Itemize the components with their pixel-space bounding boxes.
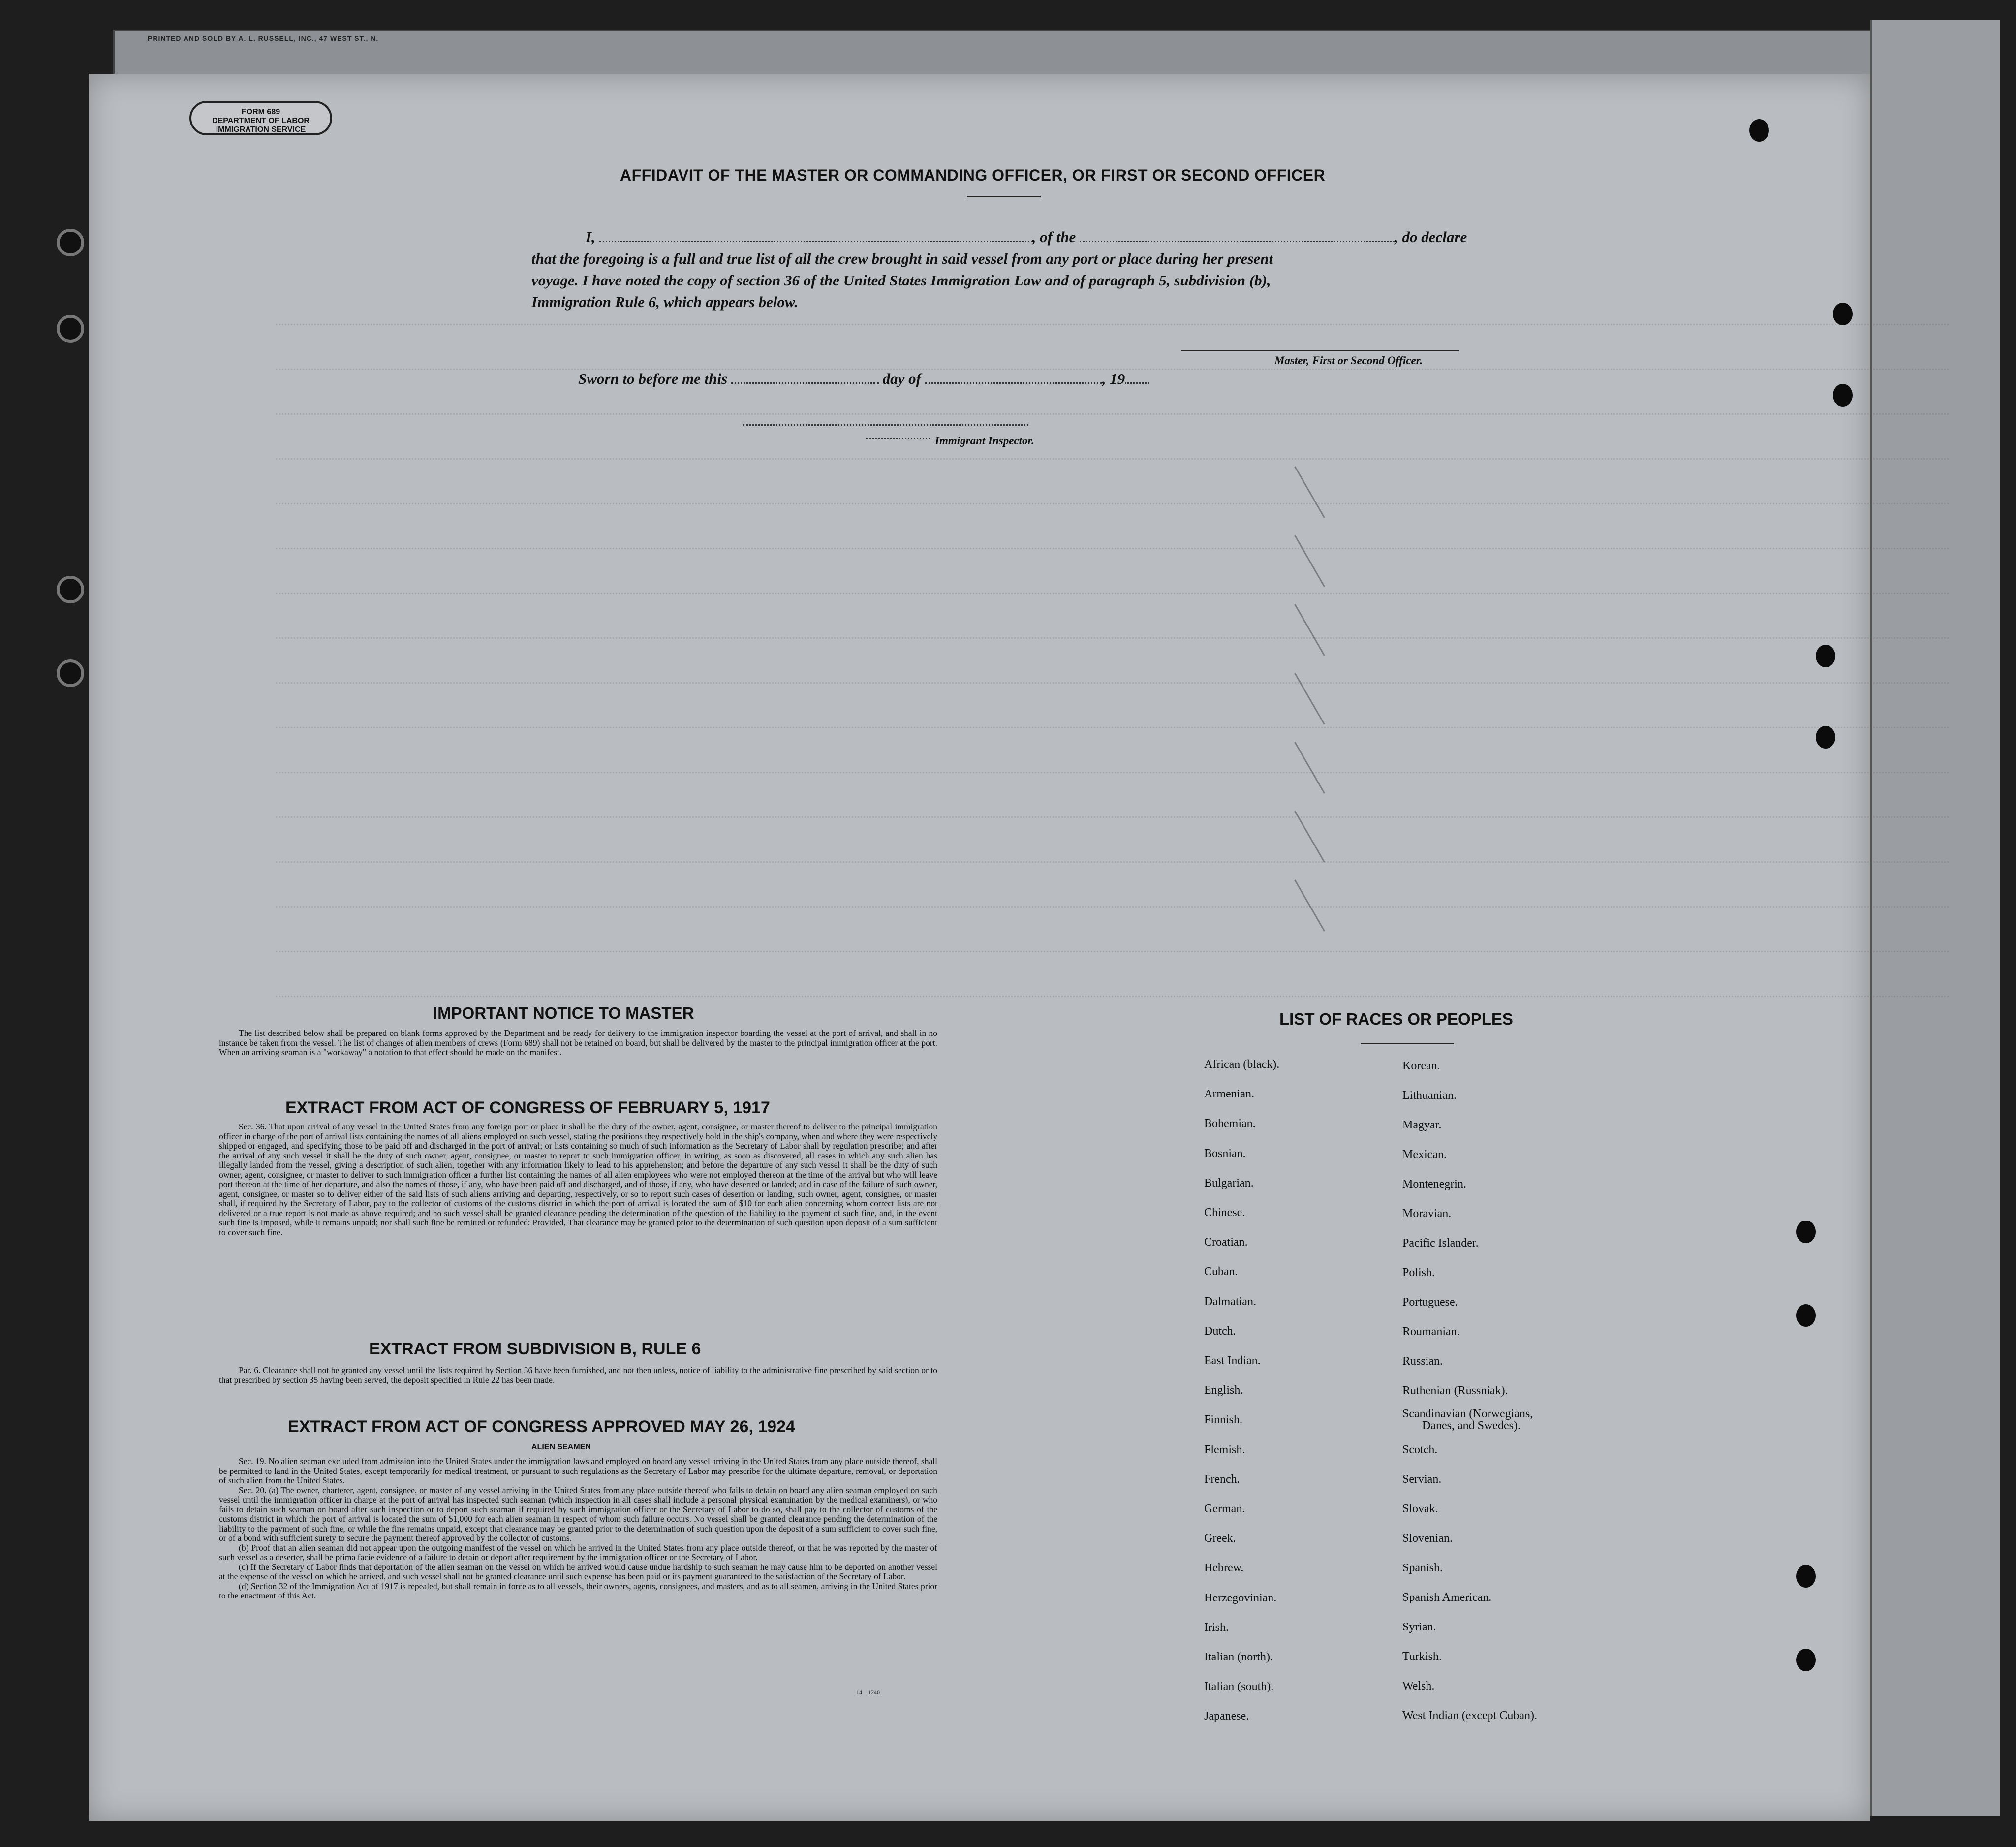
punch-hole <box>1796 1304 1816 1327</box>
race-item: Korean. <box>1402 1060 1440 1072</box>
race-item: Cuban. <box>1204 1265 1238 1279</box>
signature-label: Master, First or Second Officer. <box>1274 354 1423 367</box>
binder-hole <box>57 659 84 687</box>
extract-1917-title: EXTRACT FROM ACT OF CONGRESS OF FEBRUARY 5, 1917 <box>285 1098 770 1117</box>
inspector-signature-line[interactable] <box>743 424 1028 426</box>
i-label: I, <box>586 228 595 246</box>
race-item: Finnish. <box>1204 1413 1243 1427</box>
day-blank[interactable] <box>731 379 879 384</box>
race-item: Dutch. <box>1204 1324 1236 1338</box>
affidavit-line: that the foregoing is a full and true list of all the crew brought in said vessel from any port or place during her present <box>531 250 1273 267</box>
race-item: Bulgarian. <box>1204 1176 1254 1190</box>
race-item: Pacific Islander. <box>1402 1237 1479 1250</box>
day-of-label: day of <box>882 370 921 387</box>
race-item: Slovenian. <box>1402 1532 1453 1545</box>
race-item: Turkish. <box>1402 1650 1442 1663</box>
race-item: Danes, and Swedes). <box>1422 1419 1520 1432</box>
race-item: East Indian. <box>1204 1354 1261 1367</box>
race-item: Japanese. <box>1204 1710 1249 1723</box>
races-rule <box>1361 1043 1454 1044</box>
race-item: Moravian. <box>1402 1207 1452 1220</box>
race-item: Bohemian. <box>1204 1117 1256 1130</box>
race-item: Croatian. <box>1204 1236 1248 1249</box>
race-item: Greek. <box>1204 1532 1236 1545</box>
inspector-dots <box>866 438 930 439</box>
race-item: Chinese. <box>1204 1206 1245 1219</box>
inspector-label: Immigrant Inspector. <box>935 435 1034 447</box>
race-item: Spanish. <box>1402 1562 1443 1574</box>
department-stamp <box>189 101 332 135</box>
title-rule <box>967 196 1041 197</box>
binder-hole <box>57 315 84 343</box>
stamp-line: FORM 689 <box>241 108 280 116</box>
race-item: West Indian (except Cuban). <box>1402 1709 1537 1722</box>
extract-1917-text <box>219 1122 937 1237</box>
punch-hole <box>1833 384 1853 407</box>
race-item: German. <box>1204 1503 1245 1515</box>
sec20b-paragraph: (b) Proof that an alien seaman did not appear upon the outgoing manifest of the vessel on which he arrived in the United States from any place outside thereof, or that he was reported by the master of such vessel as a deserter, shall be prima facie evidence of a failure to detain or deport after requirement by the immigration officer or the Secretary of Labor. <box>219 1542 937 1562</box>
punch-hole <box>1796 1649 1816 1671</box>
notice-title: IMPORTANT NOTICE TO MASTER <box>433 1004 694 1022</box>
race-item: Dalmatian. <box>1204 1295 1256 1308</box>
sec20d-paragraph: (d) Section 32 of the Immigration Act of 1917 is repealed, but shall remain in force as to all vessels, their owners, agents, consignees, and masters, and as to all seamen, arriving in the United States prior to the enactment of this Act. <box>219 1581 937 1600</box>
signature-line[interactable] <box>1181 350 1459 351</box>
race-item: Spanish American. <box>1402 1591 1492 1604</box>
race-item: Lithuanian. <box>1402 1089 1457 1102</box>
race-item: Irish. <box>1204 1621 1229 1634</box>
sec19-paragraph: Sec. 19. No alien seaman excluded from admission into the United States under the immigration laws and employed on board any vessel arriving in the United States from any place outside thereof, shall be permitted to land in the United States, except temporarily for medical treatment, or pursuant to such regulations as the Secretary of Labor may prescribe for the ultimate departure, removal, or deportation of such alien from the United States. <box>219 1456 937 1485</box>
stamp-line: DEPARTMENT OF LABOR <box>212 117 310 125</box>
race-item: Scandinavian (Norwegians, <box>1402 1408 1533 1420</box>
binder-hole <box>57 229 84 256</box>
stamp-line: IMMIGRATION SERVICE <box>216 125 306 134</box>
notice-paragraph: The list described below shall be prepared on blank forms approved by the Department and be ready for delivery to the immigration inspector boarding the vessel at the port of arrival, and shall in no instance be taken from the vessel. The list of changes of alien members of crews (Form 689) shall not be retained on board, but shall be delivered by the master to the principal immigration officer at the port. When an arriving seaman is a "workaway" a notation to that effect should be made on the manifest. <box>219 1028 937 1057</box>
sec20a-paragraph: Sec. 20. (a) The owner, charterer, agent, consignee, or master of any vessel arriving in the United States from any place outside thereof who fails to detain on board any alien seaman employed on such vessel until the immigration officer in charge at the port of arrival has inspected such seaman (which inspection in all cases shall include a personal physical examination by the medical examiners), or who fails to detain such seaman on board after such inspection or to deport such seaman if required by such immigration officer or the Secretary of Labor to do so, shall pay to the collector of customs of the customs district in which the port of arrival is located the sum of $1,000 for each alien seaman in respect of whom such failure occurs. No vessel shall be granted clearance pending the determination of the liability to the payment of such fine, or while the fine remains unpaid, except that clearance may be granted prior to the determination of such question upon the deposit of a sum sufficient to cover such fine, or of a bond with sufficient surety to secure the payment thereof approved by the collector of customs. <box>219 1485 937 1543</box>
race-item: Magyar. <box>1402 1119 1442 1131</box>
do-declare-label: , do declare <box>1395 228 1467 246</box>
punch-hole <box>1816 645 1835 667</box>
race-item: Russian. <box>1402 1355 1443 1368</box>
race-item: Mexican. <box>1402 1148 1447 1161</box>
race-item: Polish. <box>1402 1266 1435 1279</box>
race-item: Italian (south). <box>1204 1680 1274 1693</box>
alien-seamen-subtitle: ALIEN SEAMEN <box>531 1443 591 1451</box>
race-item: Bosnian. <box>1204 1147 1246 1160</box>
race-item: Italian (north). <box>1204 1651 1273 1663</box>
par6-paragraph: Par. 6. Clearance shall not be granted any vessel until the lists required by Section 36 have been furnished, and not then unless, notice of liability to the administrative fine prescribed by said section or to that prescribed by section 35 having been served, the deposit specified in Rule 22 has been made. <box>219 1365 937 1385</box>
sec36-paragraph: Sec. 36. That upon arrival of any vessel in the United States from any foreign port or place it shall be the duty of the owner, agent, consignee, or master thereof to deliver to the principal immigration officer in charge of the port of arrival lists containing the names of all aliens employed on such vessel, stating the positions they respectively hold in the ship's company, when and where they were respectively shipped or engaged, and specifying those to be paid off and discharged in the port of arrival; or lists containing so much of such information as the Secretary of Labor shall by regulation prescribe; and after the arrival of any such vessel it shall be the duty of such owner, agent, consignee, or master to report to such immigration officer, in writing, as soon as discovered, all cases in which any such alien has illegally landed from the vessel, giving a description of such alien, together with any information likely to lead to his apprehension; and before the departure of any such vessel it shall be the duty of such owner, agent, consignee, or master to deliver to such immigration officer a further list containing the names of all alien employees who were not employed thereon at the time of the arrival but who will leave port thereon at the time of her departure, and also the names of those, if any, who have been paid off and discharged, and of those, if any, who have deserted or landed; and in case of the failure of such owner, agent, consignee, or master so to deliver either of the said lists of such aliens arriving and departing, respectively, or so to report such cases of desertion or landing, such owner, agent, consignee, or master shall, if required by the Secretary of Labor, pay to the collector of customs of the customs district in which the port of arrival is located the sum of $10 for each alien concerning whom correct lists are not delivered or a true report is not made as above required; and no such vessel shall be granted clearance pending the determination of the question of the liability to the payment of such fine, and, in the event such fine is imposed, while it remains unpaid; nor shall such fine be remitted or refunded: Provided, That clearance may be granted prior to the determination of such question upon deposit of a sum sufficient to cover such fine. <box>219 1122 937 1237</box>
race-item: Herzegovinian. <box>1204 1591 1277 1604</box>
punch-hole <box>1833 303 1853 325</box>
race-item: Montenegrin. <box>1402 1178 1466 1190</box>
form-number: 14—1240 <box>856 1689 880 1696</box>
affidavit-line: Immigration Rule 6, which appears below. <box>531 293 799 311</box>
subdivision-b-title: EXTRACT FROM SUBDIVISION B, RULE 6 <box>369 1340 701 1358</box>
race-item: Hebrew. <box>1204 1562 1244 1575</box>
vessel-blank[interactable] <box>1080 238 1395 242</box>
printer-imprint: PRINTED AND SOLD BY A. L. RUSSELL, INC., 47 WEST ST., N. <box>148 34 379 42</box>
sworn-prefix: Sworn to before me this <box>578 370 728 387</box>
race-item: English. <box>1204 1384 1243 1397</box>
affidavit-title: AFFIDAVIT OF THE MASTER OR COMMANDING OFFICER, OR FIRST OR SECOND OFFICER <box>620 166 1326 184</box>
punch-hole <box>1816 726 1835 749</box>
race-item: Slovak. <box>1402 1503 1438 1515</box>
affidavit-body <box>531 226 1506 313</box>
subdivision-b-text <box>219 1366 937 1385</box>
notice-text <box>219 1029 937 1058</box>
year-blank[interactable] <box>1125 379 1149 384</box>
race-item: Ruthenian (Russniak). <box>1402 1384 1508 1397</box>
races-title: LIST OF RACES OR PEOPLES <box>1279 1010 1513 1028</box>
sworn-line <box>578 370 1149 388</box>
race-item: Syrian. <box>1402 1621 1436 1633</box>
extract-1924-title: EXTRACT FROM ACT OF CONGRESS APPROVED MAY 26, 1924 <box>288 1417 795 1436</box>
race-item: Armenian. <box>1204 1088 1254 1101</box>
punch-hole <box>1749 119 1769 142</box>
affidavit-line: voyage. I have noted the copy of section 36 of the United States Immigration Law and of paragraph 5, subdivision (b), <box>531 272 1271 289</box>
year-label: , 19 <box>1102 370 1125 387</box>
extract-1924-text <box>219 1457 937 1601</box>
race-item: Portuguese. <box>1402 1296 1458 1309</box>
bleed-through-rows <box>276 281 1949 1019</box>
race-item: Roumanian. <box>1402 1325 1460 1338</box>
of-the-label: , of the <box>1032 228 1076 246</box>
race-item: Flemish. <box>1204 1443 1245 1456</box>
race-item: French. <box>1204 1472 1240 1486</box>
race-item: African (black). <box>1204 1058 1280 1071</box>
race-item: Scotch. <box>1402 1443 1438 1456</box>
race-item: Welsh. <box>1402 1680 1435 1692</box>
punch-hole <box>1796 1565 1816 1588</box>
punch-hole <box>1796 1221 1816 1243</box>
sec20c-paragraph: (c) If the Secretary of Labor finds that deportation of the alien seaman on the vessel on which he arrived would cause undue hardship to such seaman he may cause him to be deported on another vessel at the expense of the vessel on which he arrived, and such vessel shall not be granted clearance until such expense has been paid or its payment guaranteed to the satisfaction of the Secretary of Labor. <box>219 1562 937 1581</box>
binder-hole <box>57 576 84 603</box>
name-blank[interactable] <box>599 238 1032 242</box>
race-item: Servian. <box>1402 1473 1442 1486</box>
month-blank[interactable] <box>925 379 1102 384</box>
